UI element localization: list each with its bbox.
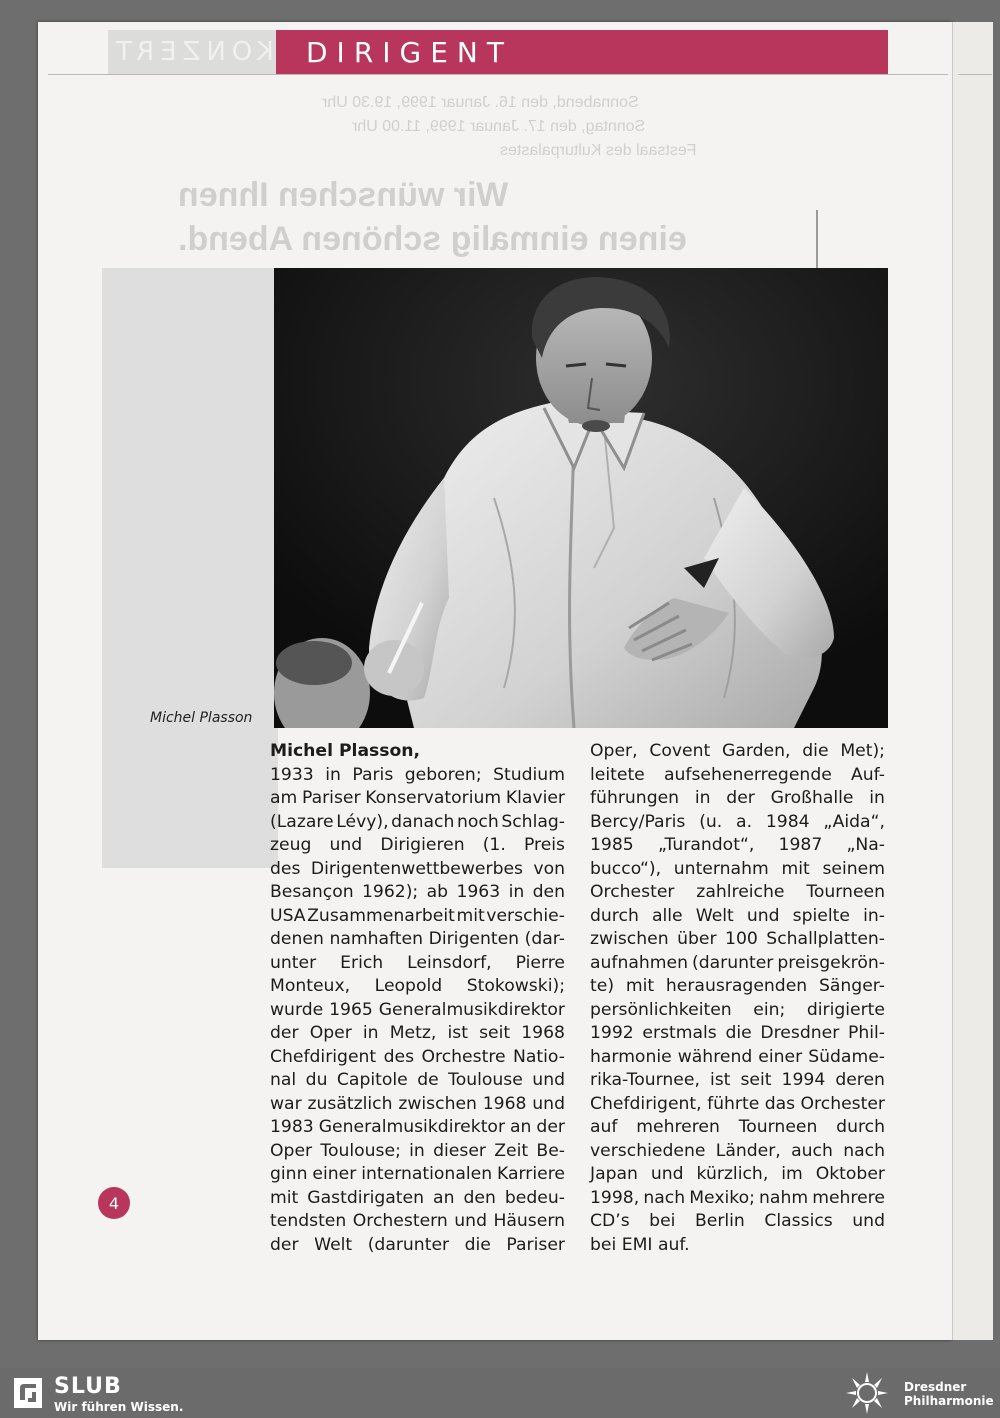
philharmonie-name-line-1: Dresdner: [904, 1380, 967, 1394]
article-name: Michel Plasson,: [270, 741, 421, 761]
article-line: Bercy/Paris (u. a. 1984 „Aida“,: [590, 811, 885, 832]
article-line: te) mit herausragenden Sänger-: [590, 976, 885, 996]
article-line: Besançon 1962); ab 1963 in den: [270, 882, 565, 902]
slub-tagline: Wir führen Wissen.: [54, 1400, 184, 1414]
bleed-through-date-3: Festsaal des Kulturpalastes: [500, 142, 697, 159]
article-line: führungen in der Großhalle in: [590, 788, 885, 808]
header-rule: [48, 74, 948, 75]
slub-logo-icon: [14, 1378, 42, 1408]
bleed-through-date-2: Sonntag, den 17. Januar 1999, 11.00 Uhr: [352, 118, 646, 135]
photo-caption: Michel Plasson: [150, 710, 253, 726]
article-line: zeug und Dirigieren (1. Preis: [270, 835, 565, 855]
footer-bar: [0, 1368, 1000, 1418]
article-line: des Dirigentenwettbewerbes von: [270, 858, 565, 879]
article-line: leitete aufsehenerregende Auf-: [590, 764, 885, 785]
article-line: denen namhaften Dirigenten (dar-: [270, 929, 565, 949]
article-line: der Welt (darunter die Pariser: [270, 1234, 565, 1255]
article-line: mit Gastdirigaten an den bedeu-: [270, 1187, 565, 1208]
facing-page-edge: [952, 22, 993, 1340]
article-line: 1983 Generalmusikdirektor an der: [270, 1117, 565, 1137]
article-line: aufnahmen (darunter preisgekrön-: [590, 952, 885, 973]
philharmonie-name: [904, 1380, 994, 1408]
article-line: zwischen über 100 Schallplatten-: [590, 929, 885, 949]
conductor-photo-illustration: [274, 268, 888, 728]
article-line: Oper, Covent Garden, die Met);: [590, 741, 885, 761]
article-line: Japan und kürzlich, im Oktober: [590, 1164, 885, 1184]
bleed-through-date-1: Sonnabend, den 16. Januar 1999, 19.30 Uhr: [322, 94, 639, 111]
philharmonie-name-line-2: Philharmonie: [904, 1394, 994, 1408]
bleed-through-headline-2: einen einmalig schönen Abend.: [178, 220, 687, 258]
article-column-2: [590, 740, 885, 1257]
article-line: USA Zusammenarbeit mit verschie-: [270, 905, 565, 926]
article-line: 1992 erstmals die Dresdner Phil-: [590, 1023, 885, 1043]
bleed-through-photo: [102, 268, 278, 868]
article-line: persönlichkeiten ein; dirigierte: [590, 999, 885, 1020]
bleed-through-headline-1: Wir wünschen Ihnen: [178, 176, 509, 214]
slub-name: SLUB: [54, 1374, 122, 1399]
section-title: DIRIGENT: [306, 36, 513, 69]
philharmonie-logo-icon: [842, 1370, 892, 1416]
article-line: bei EMI auf.: [590, 1234, 690, 1255]
article-line: unter Erich Leinsdorf, Pierre: [270, 952, 565, 973]
article-line: war zusätzlich zwischen 1968 und: [270, 1093, 565, 1114]
conductor-photo: [274, 268, 888, 728]
article-line: 1998, nach Mexiko; nahm mehrere: [590, 1187, 885, 1208]
article-line: ginn einer internationalen Karriere: [270, 1164, 565, 1184]
article-line: Chefdirigent, führte das Orchester: [590, 1093, 885, 1114]
article-line: der Oper in Metz, ist seit 1968: [270, 1023, 565, 1043]
article-line: am Pariser Konservatorium Klavier: [270, 788, 565, 808]
article-line: CD’s bei Berlin Classics und: [590, 1211, 885, 1231]
article-line: bucco“), unternahm mit seinem: [590, 858, 885, 879]
article-line: 1985 „Turandot“, 1987 „Na-: [590, 835, 885, 855]
bleed-through-divider: [816, 210, 818, 270]
article-line: 1933 in Paris geboren; Studium: [270, 764, 565, 785]
article-line: nal du Capitole de Toulouse und: [270, 1070, 565, 1090]
article-line: Oper Toulouse; in dieser Zeit Be-: [270, 1140, 565, 1161]
article-line: auf mehreren Tourneen durch: [590, 1117, 885, 1137]
article-line: tendsten Orchestern und Häusern: [270, 1211, 565, 1231]
article-line: (Lazare Lévy), danach noch Schlag-: [270, 811, 565, 832]
article-column-1: [270, 740, 565, 1257]
page-number: 4: [108, 1193, 120, 1213]
article-line: Chefdirigent des Orchestre Natio-: [270, 1046, 565, 1067]
article-line: Monteux, Leopold Stokowski);: [270, 976, 565, 996]
article-line: wurde 1965 Generalmusikdirektor: [270, 999, 565, 1020]
article-line: harmonie während einer Südame-: [590, 1046, 885, 1067]
article-line: verschiedene Länder, auch nach: [590, 1140, 885, 1161]
article-line: Orchester zahlreiche Tourneen: [590, 882, 885, 902]
bleed-through-tab: KONZERT: [108, 30, 276, 74]
page-number-badge: [98, 1187, 130, 1219]
facing-header-rule: [958, 74, 992, 75]
section-title-band: [276, 30, 888, 74]
article-line: durch alle Welt und spielte in-: [590, 905, 885, 926]
article-line: rika-Tournee, ist seit 1994 deren: [590, 1070, 885, 1090]
